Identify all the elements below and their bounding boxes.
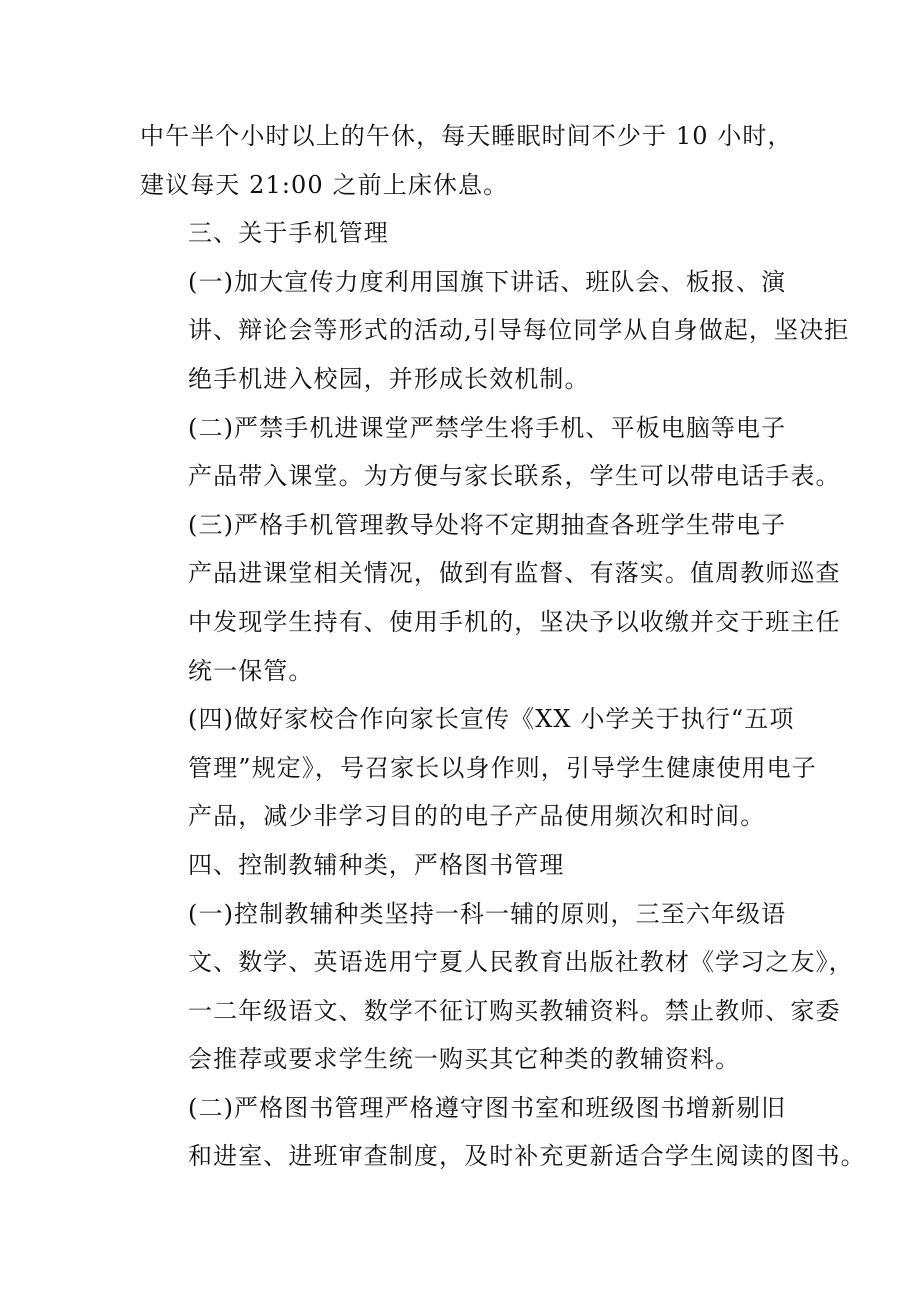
- paragraph: [140, 890, 854, 1084]
- text-line: (一)加大宣传力度利用国旗下讲话、班队会、板报、演: [188, 267, 787, 296]
- text-line: 一二年级语文、数学不征订购买教辅资料。禁止教师、家委: [188, 996, 841, 1025]
- text-line: 文、数学、英语选用宁夏人民教育出版社教材《学习之友》，: [188, 948, 854, 977]
- text-line: 和进室、进班审查制度，及时补充更新适合学生阅读的图书。: [188, 1142, 866, 1171]
- paragraph: [140, 841, 784, 890]
- text-line: 四、控制教辅种类，严格图书管理: [188, 850, 565, 879]
- text-line: 建议每天 21:00 之前上床休息。: [140, 170, 509, 199]
- text-line: 中发现学生持有、使用手机的，坚决予以收缴并交于班主任: [188, 607, 841, 636]
- text-line: 统一保管。: [188, 656, 314, 685]
- text-line: 中午半个小时以上的午休，每天睡眠时间不少于 10 小时，: [140, 122, 793, 150]
- paragraph: [140, 1084, 866, 1181]
- paragraph: [140, 112, 793, 209]
- text-line: 产品，减少非学习目的的电子产品使用频次和时间。: [188, 802, 766, 831]
- text-line: (二)严格图书管理严格遵守图书室和班级图书增新剔旧: [188, 1093, 787, 1122]
- text-line: 绝手机进入校园，并形成长效机制。: [188, 364, 590, 393]
- paragraph: [140, 258, 850, 404]
- text-line: (一)控制教辅种类坚持一科一辅的原则，三至六年级语: [188, 899, 787, 928]
- text-line: 会推荐或要求学生统一购买其它种类的教辅资料。: [188, 1045, 741, 1074]
- text-line: (二)严禁手机进课堂严禁学生将手机、平板电脑等电子: [188, 413, 787, 442]
- text-line: (四)做好家校合作向家长宣传《XX 小学关于执行“五项: [188, 705, 795, 734]
- paragraph: [140, 501, 841, 695]
- paragraph: [140, 404, 841, 501]
- text-line: 三、关于手机管理: [188, 219, 389, 248]
- paragraph: [140, 695, 817, 841]
- text-line: 管理”规定》，号召家长以身作则，引导学生健康使用电子: [188, 753, 817, 782]
- text-line: (三)严格手机管理教导处将不定期抽查各班学生带电子: [188, 510, 787, 539]
- text-line: 产品进课堂相关情况，做到有监督、有落实。值周教师巡查: [188, 559, 841, 588]
- text-line: 讲、辩论会等形式的活动,引导每位同学从自身做起，坚决拒: [188, 316, 850, 345]
- text-line: 产品带入课堂。为方便与家长联系，学生可以带电话手表。: [188, 462, 841, 491]
- paragraph: [140, 209, 784, 258]
- document-body: [140, 112, 866, 1181]
